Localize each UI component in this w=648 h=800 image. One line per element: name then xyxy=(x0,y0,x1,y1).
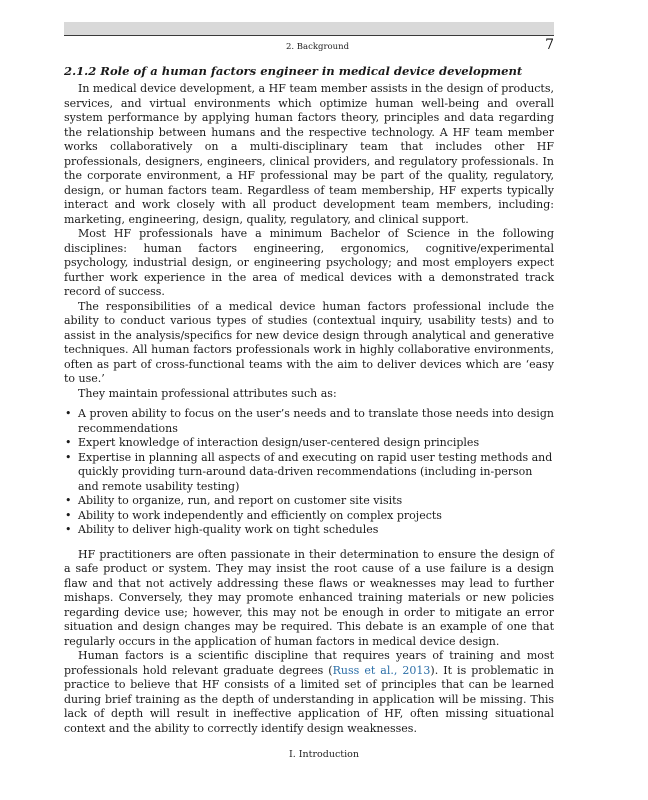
list-item: • Expertise in planning all aspects of and executing on rapid user testing methods and quickly providing turn-around data-driven recommendations (including in-person and remote usability testing) xyxy=(64,451,554,495)
paragraph-text: ). It is problematic in practice to believe that HF consists of a limited set of principles that can be learned during brief training as the depth of understanding in application will be missing. This lack of depth will result in ineffective application of HF, often missing situational context and the ability to correctly identify design weaknesses. xyxy=(64,663,554,735)
running-title: 2. Background xyxy=(286,42,350,52)
page-number: 7 xyxy=(545,37,554,53)
paragraph: In medical device development, a HF team member assists in the design of products, services, and virtual environments which optimize human well-being and overall system performance by applying human factors theory, principles and data regarding the relationship between humans and the respective technology. A HF team member works collaboratively on a multi-disciplinary team that includes other HF professionals, designers, engineers, clinical providers, and regulatory professionals. In the corporate environment, a HF professional may be part of the quality, regulatory, design, or human factors team. Regardless of team membership, HF experts typically interact and work closely with all product development team members, including: marketing, engineering, design, quality, regulatory, and clinical support. xyxy=(64,82,554,226)
paragraph-text: Human factors is a scientific discipline that requires years of training and most professionals hold relevant graduate degrees ( xyxy=(64,649,554,677)
list-item: • Ability to work independently and efficiently on complex projects xyxy=(64,509,554,524)
paragraph-with-citation xyxy=(64,649,554,736)
header-rule xyxy=(64,35,554,36)
header-bar xyxy=(64,22,554,35)
paragraph: HF practitioners are often passionate in their determination to ensure the design of a safe product or system. They may insist the root cause of a use failure is a design flaw and that not actively addressing these flaws or weaknesses may lead to further mishaps. Conversely, they may promote enhanced training materials or new policies regarding device use; however, this may not be enough in order to mitigate an error situation and design changes may be required. This debate is an example of one that regularly occurs in the application of human factors in medical device design. xyxy=(64,547,554,648)
list-item: • Ability to organize, run, and report on customer site visits xyxy=(64,494,554,509)
footer-part-label: I. Introduction xyxy=(289,749,359,760)
paragraph: Most HF professionals have a minimum Bachelor of Science in the following disciplines: human factors engineering, ergonomics, cognitive/experimental psychology, industrial design, or engineering psychology; and most employers expect further work experience in the area of medical devices with a demonstrated track record of success. xyxy=(64,227,554,298)
paragraph: The responsibilities of a medical device human factors professional include the ability to conduct various types of studies (contextual inquiry, usability tests) and to assist in the analysis/specifics for new device design through analytical and generative techniques. All human factors professionals work in highly collaborative environments, often as part of cross-functional teams with the aim to deliver devices which are ‘easy to use.’ xyxy=(64,299,554,385)
attribute-list xyxy=(64,407,554,538)
page-body xyxy=(64,64,554,736)
list-item: • Ability to deliver high-quality work on tight schedules xyxy=(64,523,554,538)
section-heading: 2.1.2 Role of a human factors engineer in medical device development xyxy=(64,64,523,78)
list-item: • Expert knowledge of interaction design/user-centered design principles xyxy=(64,436,554,451)
list-item: • A proven ability to focus on the user’s needs and to translate those needs into design recommendations xyxy=(64,407,554,436)
citation-link[interactable]: Russ et al., 2013 xyxy=(332,663,431,677)
paragraph: They maintain professional attributes such as: xyxy=(78,386,337,400)
